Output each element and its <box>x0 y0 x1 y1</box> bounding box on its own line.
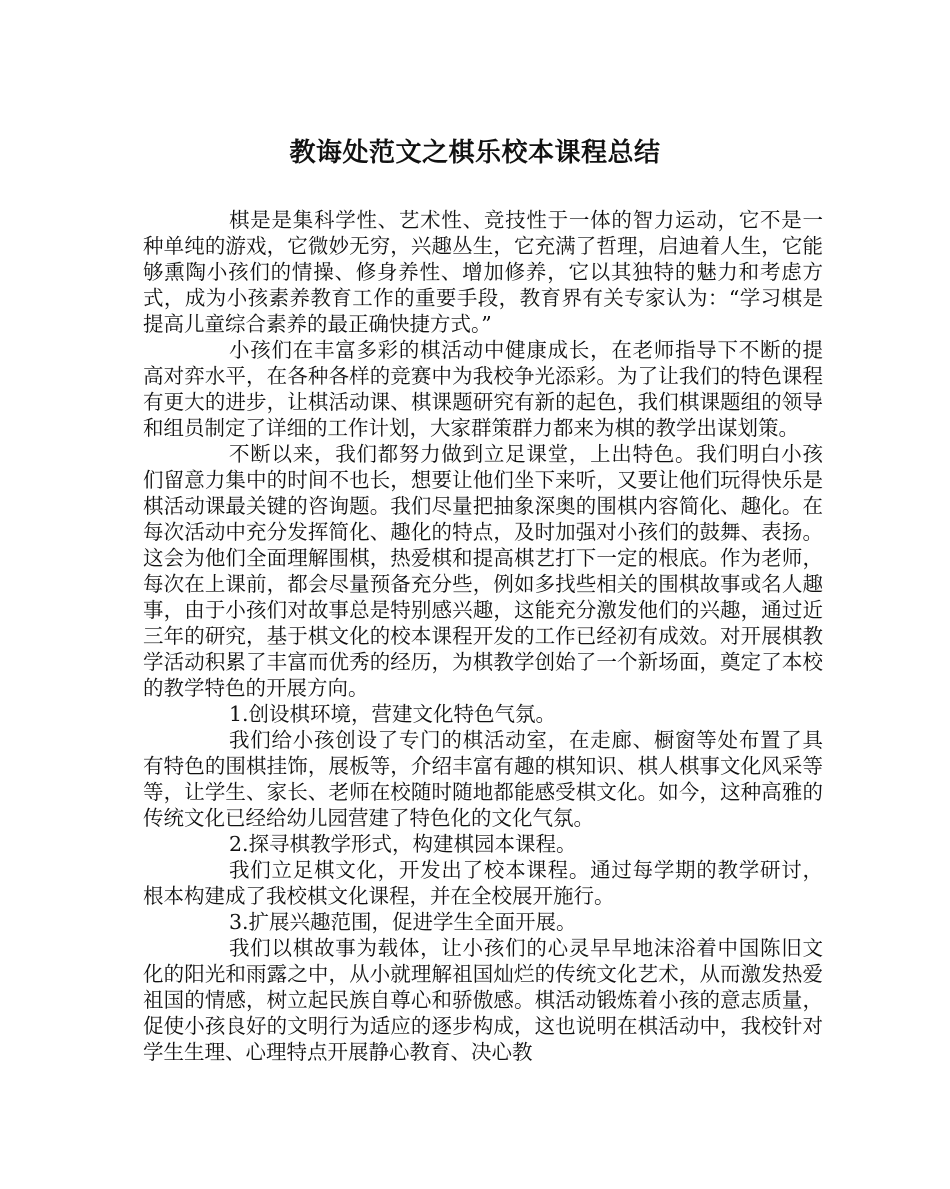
paragraph-growth: 小孩们在丰富多彩的棋活动中健康成长，在老师指导下不断的提高对弈水平，在各种各样的竞赛中为我校争光添彩。为了让我们的特色课程有更大的进步，让棋活动课、棋课题研究有新的起色，我们棋课题组的领导和组员制定了详细的工作计划，大家群策群力都来为棋的教学出谋划策。 <box>143 338 823 440</box>
section-heading-3: 3.扩展兴趣范围，促进学生全面开展。 <box>229 910 577 934</box>
paragraph-development: 我们以棋故事为载体，让小孩们的心灵早早地沫浴着中国陈旧文化的阳光和雨露之中，从小就理解祖国灿烂的传统文化艺术，从而激发热爱祖国的情感，树立起民族自尊心和骄傲感。棋活动锻炼着小孩的意志质量，促使小孩良好的文明行为适应的逐步构成，这也说明在棋活动中，我校针对学生生理、心理特点开展静心教育、决心教 <box>143 936 823 1064</box>
paragraph-curriculum: 我们立足棋文化，开发出了校本课程。通过每学期的教学研讨，根本构建成了我校棋文化课程，并在全校展开施行。 <box>143 858 823 908</box>
document-title: 教诲处范文之棋乐校本课程总结 <box>289 138 661 168</box>
paragraph-classroom: 不断以来，我们都努力做到立足课堂，上出特色。我们明白小孩们留意力集中的时间不也长，想要让他们坐下来听，又要让他们玩得快乐是棋活动课最关键的咨询题。我们尽量把抽象深奥的围棋内容简化、趣化。在每次活动中充分发挥简化、趣化的特点，及时加强对小孩们的鼓舞、表扬。这会为他们全面理解围棋，热爱棋和提高棋艺打下一定的根底。作为老师，每次在上课前，都会尽量预备充分些，例如多找些相关的围棋故事或名人趣事，由于小孩们对故事总是特别感兴趣，这能充分激发他们的兴趣，通过近三年的研究，基于棋文化的校本课程开发的工作已经初有成效。对开展棋教学活动积累了丰富而优秀的经历，为棋教学创始了一个新场面，奠定了本校的教学特色的开展方向。 <box>143 442 823 700</box>
document-body <box>143 207 823 1065</box>
section-heading-1: 1.创设棋环境，营建文化特色气氛。 <box>229 702 557 726</box>
section-heading-2: 2.探寻棋教学形式，构建棋园本课程。 <box>229 832 577 856</box>
paragraph-environment: 我们给小孩创设了专门的棋活动室，在走廊、橱窗等处布置了具有特色的围棋挂饰，展板等，介绍丰富有趣的棋知识、棋人棋事文化风采等等，让学生、家长、老师在校随时随地都能感受棋文化。如今，这种高雅的传统文化已经给幼儿园营建了特色化的文化气氛。 <box>143 728 823 830</box>
paragraph-intro: 棋是是集科学性、艺术性、竞技性于一体的智力运动，它不是一种单纯的游戏，它微妙无穷，兴趣丛生，它充满了哲理，启迪着人生，它能够熏陶小孩们的情操、修身养性、增加修养，它以其独特的魅力和考虑方式，成为小孩素养教育工作的重要手段，教育界有关专家认为：“学习棋是提高儿童综合素养的最正确快捷方式。” <box>143 208 823 336</box>
